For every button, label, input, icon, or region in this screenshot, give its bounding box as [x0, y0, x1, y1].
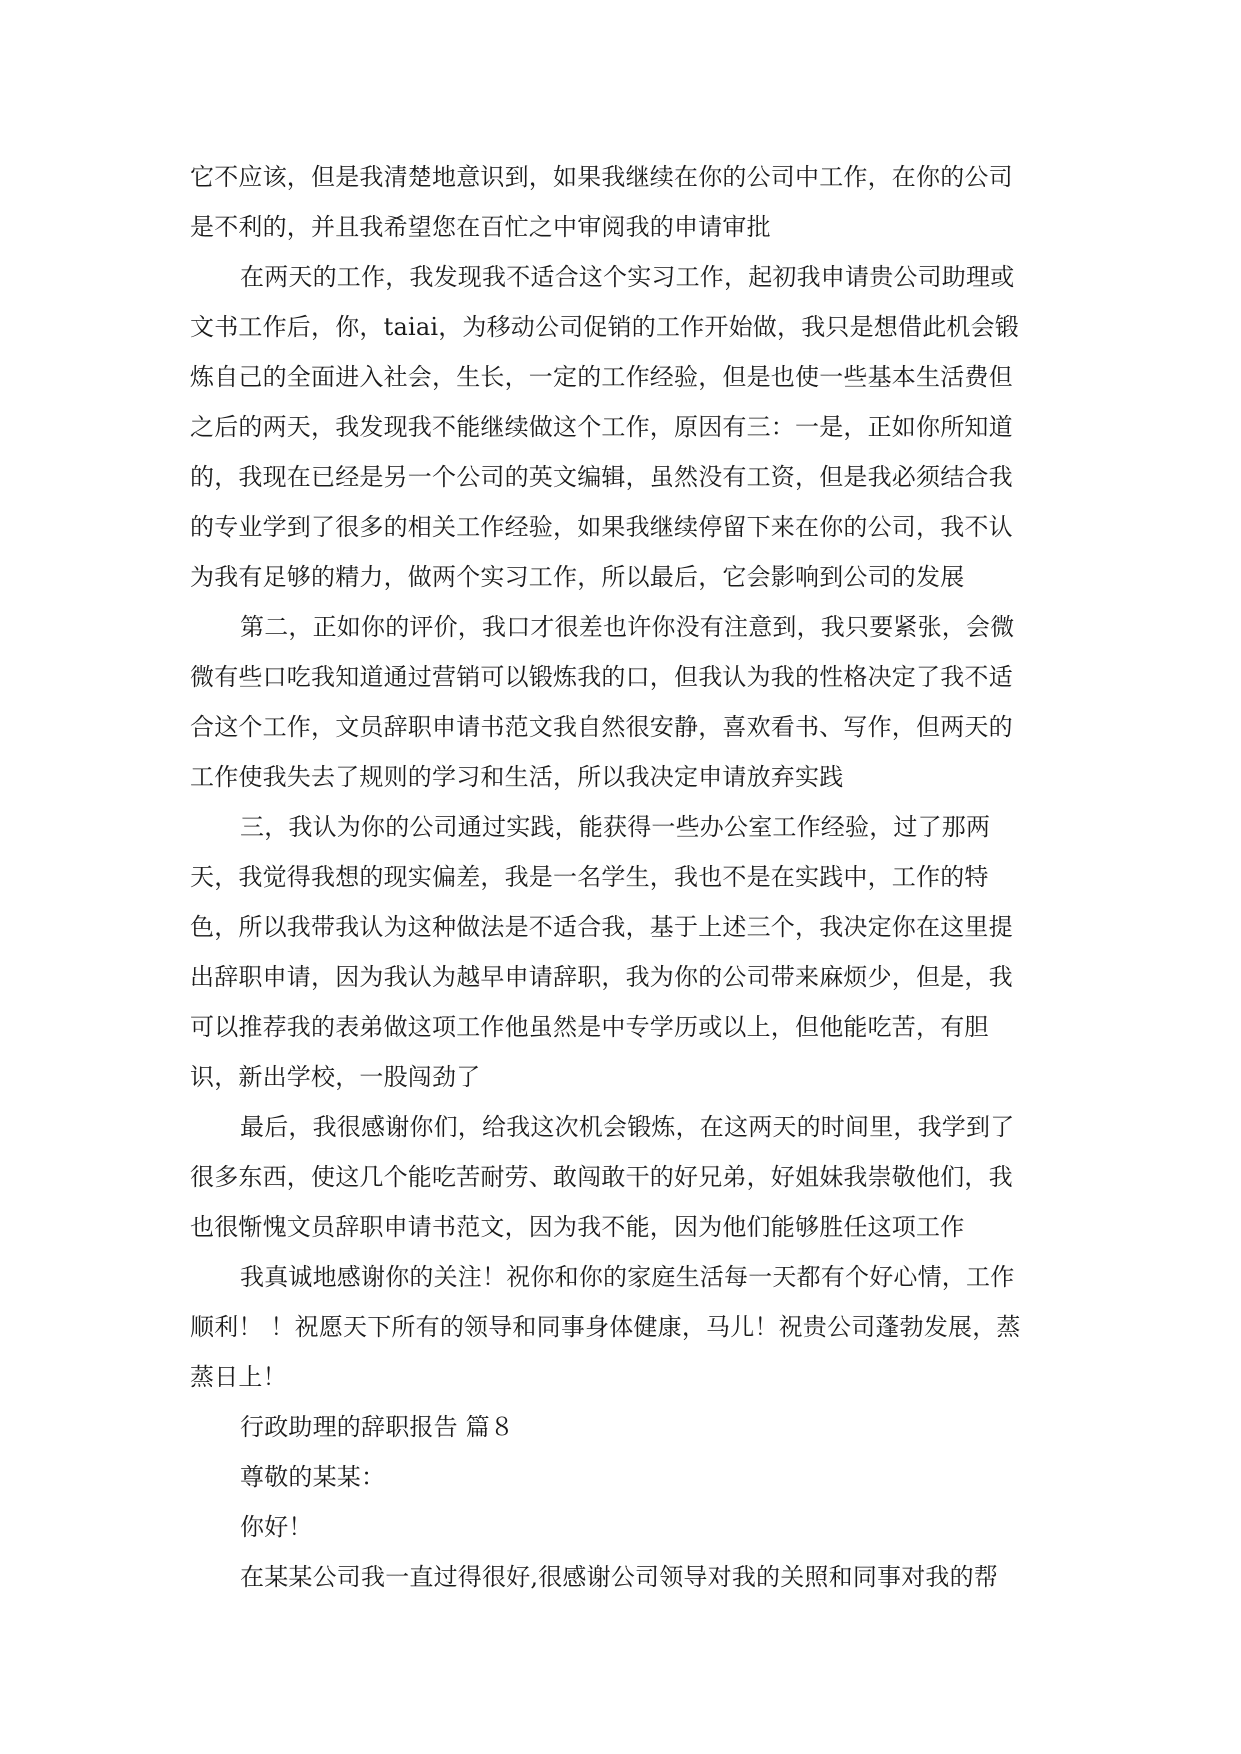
- text-line: 在某某公司我一直过得很好,很感谢公司领导对我的关照和同事对我的帮: [240, 1563, 999, 1591]
- document-body: [190, 152, 1070, 1602]
- text-line: 合这个工作，文员辞职申请书范文我自然很安静，喜欢看书、写作，但两天的: [190, 713, 1013, 741]
- text-line: 顺利！ ！祝愿天下所有的领导和同事身体健康，马儿！祝贵公司蓬勃发展，蒸: [190, 1313, 1021, 1341]
- text-line: 出辞职申请，因为我认为越早申请辞职，我为你的公司带来麻烦少，但是，我: [190, 963, 1013, 991]
- text-line: 三，我认为你的公司通过实践，能获得一些办公室工作经验，过了那两: [240, 813, 991, 841]
- text-line: 微有些口吃我知道通过营销可以锻炼我的口，但我认为我的性格决定了我不适: [190, 663, 1013, 691]
- section-heading: 行政助理的辞职报告 篇８: [240, 1413, 515, 1441]
- greeting: 你好！: [240, 1513, 313, 1541]
- text-line: 色，所以我带我认为这种做法是不适合我，基于上述三个，我决定你在这里提: [190, 913, 1013, 941]
- text-line: 蒸日上！: [190, 1363, 287, 1391]
- text-line: 可以推荐我的表弟做这项工作他虽然是中专学历或以上，但他能吃苦，有胆: [190, 1013, 989, 1041]
- text-line: 很多东西，使这几个能吃苦耐劳、敢闯敢干的好兄弟，好姐妹我崇敬他们，我: [190, 1163, 1013, 1191]
- text-line: 工作使我失去了规则的学习和生活，所以我决定申请放弃实践: [190, 763, 844, 791]
- text-line: 的专业学到了很多的相关工作经验，如果我继续停留下来在你的公司，我不认: [190, 513, 1013, 541]
- text-line: 我真诚地感谢你的关注！祝你和你的家庭生活每一天都有个好心情，工作: [240, 1263, 1015, 1291]
- text-line: 为我有足够的精力，做两个实习工作，所以最后，它会影响到公司的发展: [190, 563, 965, 591]
- salutation: 尊敬的某某：: [240, 1463, 386, 1491]
- text-line: 是不利的，并且我希望您在百忙之中审阅我的申请审批: [190, 213, 771, 241]
- text-line: 之后的两天，我发现我不能继续做这个工作，原因有三：一是，正如你所知道: [190, 413, 1013, 441]
- text-line: 在两天的工作，我发现我不适合这个实习工作，起初我申请贵公司助理或: [240, 263, 1015, 291]
- text-line: 炼自己的全面进入社会，生长，一定的工作经验，但是也使一些基本生活费但: [190, 363, 1013, 391]
- text-line: 识，新出学校，一股闯劲了: [190, 1063, 481, 1091]
- text-line: 的，我现在已经是另一个公司的英文编辑，虽然没有工资，但是我必须结合我: [190, 463, 1013, 491]
- text-line: 也很惭愧文员辞职申请书范文，因为我不能，因为他们能够胜任这项工作: [190, 1213, 965, 1241]
- text-line: 第二，正如你的评价，我口才很差也许你没有注意到，我只要紧张，会微: [240, 613, 1015, 641]
- text-line: 文书工作后，你，taiai，为移动公司促销的工作开始做，我只是想借此机会锻: [190, 313, 1020, 341]
- text-line: 天，我觉得我想的现实偏差，我是一名学生，我也不是在实践中，工作的特: [190, 863, 989, 891]
- text-line: 最后，我很感谢你们，给我这次机会锻炼，在这两天的时间里，我学到了: [240, 1113, 1015, 1141]
- text-line: 它不应该，但是我清楚地意识到，如果我继续在你的公司中工作，在你的公司: [190, 163, 1013, 191]
